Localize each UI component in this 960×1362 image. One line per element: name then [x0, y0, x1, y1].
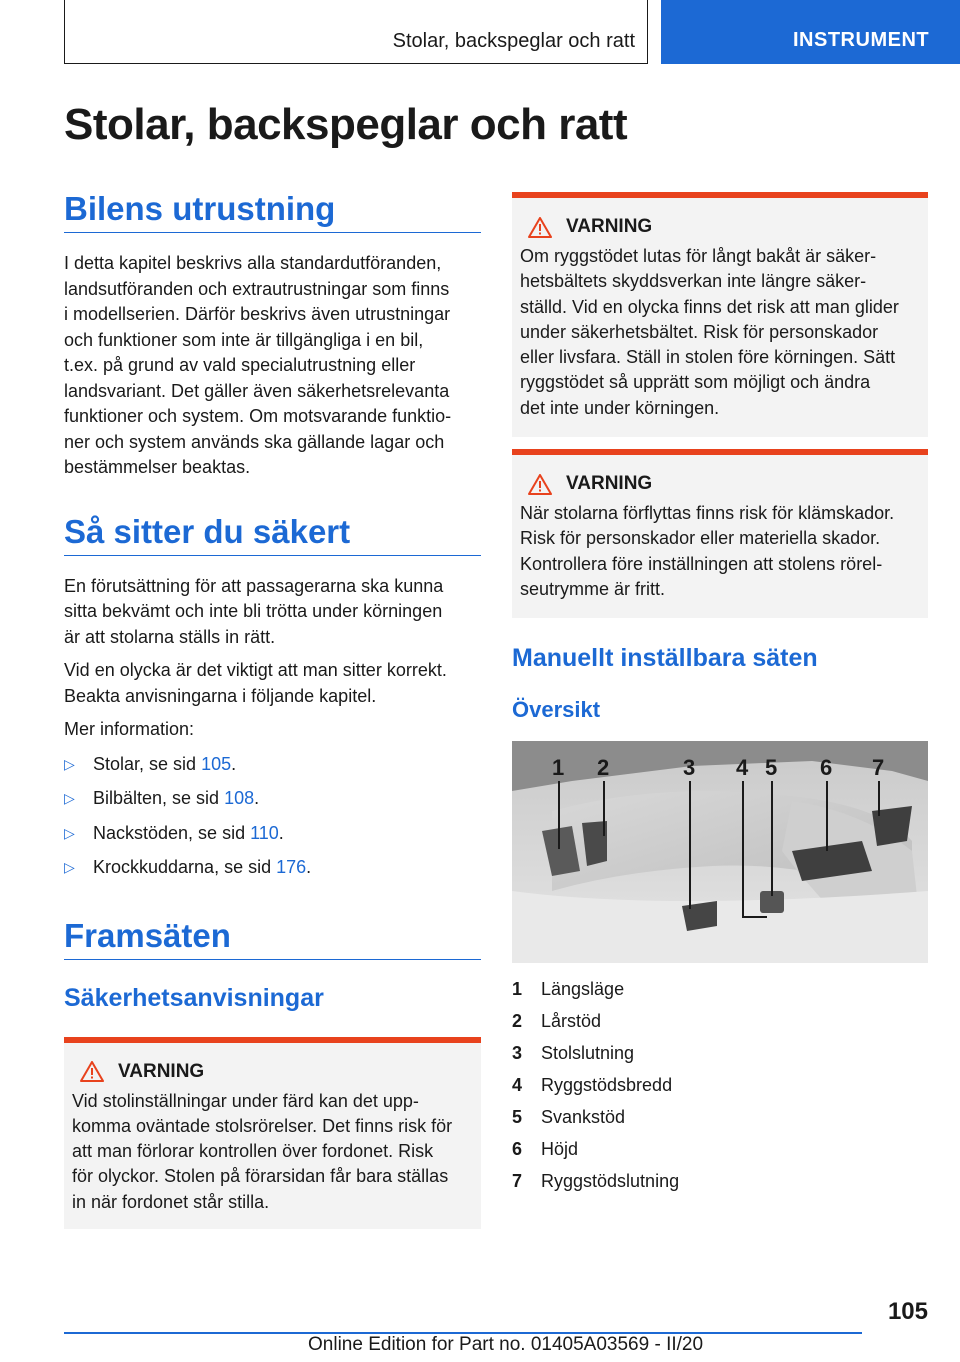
text-line: funktioner och system. Om motsvarande funktio‐	[64, 406, 452, 426]
text-line: landsutföranden och extrautrustningar som finns	[64, 278, 450, 299]
page-number: 105	[887, 1298, 928, 1325]
warning-label: VARNING	[566, 216, 653, 237]
photo-legend	[512, 973, 928, 1197]
text-line: En förutsättning för att passagerarna ska kunna	[64, 575, 444, 596]
warning-box	[64, 1037, 481, 1229]
warning-triangle-icon	[528, 217, 552, 238]
text-line: eller livsfara. Ställ in stolen före körningen. Sätt	[520, 347, 896, 368]
text-line: i modellserien. Därför beskrivs även utrustningar	[64, 304, 451, 324]
warning-label: VARNING	[566, 473, 653, 495]
left-column	[64, 190, 481, 1229]
seat-controls-photo	[512, 741, 928, 963]
triangle-bullet-icon: ▷	[64, 859, 75, 875]
text-line: hetsbältets skyddsverkan inte längre säker‐	[520, 271, 867, 292]
text-seating-intro	[64, 574, 481, 651]
text-line: Beakta anvisningarna i följande kapitel.	[64, 685, 377, 706]
page-link[interactable]: 176	[276, 857, 307, 877]
text-line: Vid en olycka är det viktigt att man sitter korrekt.	[64, 660, 447, 680]
legend-item: 6 Höjd	[512, 1139, 579, 1160]
warning-box	[512, 449, 928, 618]
text-line: seutrymme är fritt.	[520, 578, 666, 599]
section-tab-label: INSTRUMENT	[793, 29, 930, 51]
warning-text	[520, 501, 920, 602]
text-line: och funktioner som inte är tillgängliga i en bil,	[64, 329, 424, 350]
text-line: landsvariant. Det gäller även säkerhetsrelevanta	[64, 380, 450, 401]
warning-box	[512, 192, 928, 437]
heading-sa-sitter-du-sakert: Så sitter du säkert	[64, 513, 481, 556]
text-line: bestämmelser beaktas.	[64, 457, 251, 477]
header-frame	[64, 0, 648, 64]
text-line: komma oväntade stolsrörelser. Det finns risk för	[72, 1115, 453, 1136]
text-line: att man förlorar kontrollen över fordonet. Risk	[72, 1141, 434, 1162]
triangle-bullet-icon: ▷	[64, 790, 75, 806]
list-item: ▷ Stolar, se sid 105.	[64, 752, 481, 778]
text-line: för olyckor. Stolen på förarsidan får bara ställas	[72, 1166, 449, 1187]
heading-oversikt: Översikt	[512, 697, 601, 723]
text-accident-note	[64, 658, 481, 709]
page-link[interactable]: 105	[201, 753, 232, 774]
legend-item: 1 Längsläge	[512, 979, 625, 1000]
legend-item: 4 Ryggstödsbredd	[512, 1075, 673, 1096]
text-more-info: Mer information:	[64, 719, 195, 739]
page-link[interactable]: 108	[224, 788, 255, 808]
text-line: det inte under körningen.	[520, 397, 720, 418]
photo-label-1: 1	[552, 755, 565, 781]
header-title: Stolar, backspeglar och ratt	[392, 30, 635, 52]
photo-label-7: 7	[872, 755, 885, 781]
text-line: Vid stolinställningar under färd kan det upp‐	[72, 1090, 419, 1111]
warning-triangle-icon	[80, 1061, 104, 1082]
heading-sakerhetsanvisningar: Säkerhetsanvisningar	[64, 983, 324, 1012]
warning-header	[520, 473, 920, 495]
more-info-list	[64, 752, 481, 881]
text-line: I detta kapitel beskrivs alla standardutföranden,	[64, 253, 442, 273]
text-line: ryggstödet så upprätt som möjligt och ändra	[520, 372, 871, 393]
section-tab-instrument[interactable]	[661, 0, 960, 64]
text-equipment-intro	[64, 251, 481, 481]
footer-edition-text: Online Edition for Part no. 01405A03569 - II/20	[308, 1334, 704, 1355]
heading-bilens-utrustning: Bilens utrustning	[64, 190, 481, 233]
text-line: under säkerhetsbältet. Risk för personskador	[520, 321, 879, 342]
heading-framsaten: Framsäten	[64, 917, 481, 960]
text-line: Kontrollera före inställningen att stolens rörel‐	[520, 553, 883, 574]
legend-item: 3 Stolslutning	[512, 1043, 635, 1064]
text-line: När stolarna förflyttas finns risk för klämskador.	[520, 503, 895, 524]
text-line: ner och system används ska gällande lagar och	[64, 431, 445, 452]
warning-header	[520, 216, 920, 238]
right-column	[512, 192, 928, 1197]
warning-header	[72, 1061, 473, 1083]
seat-illustration	[512, 741, 928, 963]
triangle-bullet-icon: ▷	[64, 755, 75, 772]
text-line: Om ryggstödet lutas för långt bakåt är säker‐	[520, 246, 877, 266]
text-line: är att stolarna ställs in rätt.	[64, 626, 276, 647]
text-line: t.ex. på grund av vald specialutrustning eller	[64, 355, 416, 375]
heading-manuellt-installbara-saten: Manuellt inställbara säten	[512, 644, 818, 673]
photo-label-4: 4	[736, 755, 749, 781]
list-item: ▷ Nackstöden, se sid 110.	[64, 821, 481, 847]
photo-label-3: 3	[683, 755, 696, 781]
page-title: Stolar, backspeglar och ratt	[64, 100, 628, 149]
photo-label-6: 6	[820, 755, 833, 781]
triangle-bullet-icon: ▷	[64, 824, 75, 841]
list-item: ▷ Krockkuddarna, se sid 176.	[64, 855, 481, 881]
warning-text	[72, 1089, 473, 1215]
legend-item: 7 Ryggstödslutning	[512, 1171, 680, 1192]
legend-item: 2 Lårstöd	[512, 1011, 602, 1032]
photo-label-2: 2	[597, 755, 610, 781]
warning-triangle-icon	[528, 474, 552, 495]
text-line: Risk för personskador eller materiella skador.	[520, 528, 881, 549]
legend-item: 5 Svankstöd	[512, 1107, 626, 1128]
page-link[interactable]: 110	[250, 822, 279, 843]
photo-label-5: 5	[765, 755, 778, 781]
warning-label: VARNING	[118, 1060, 205, 1082]
text-line: sitta bekvämt och inte bli trötta under körningen	[64, 601, 443, 621]
warning-text	[520, 244, 920, 421]
text-line: ställd. Vid en olycka finns det risk att man glider	[520, 296, 899, 317]
list-item: ▷ Bilbälten, se sid 108.	[64, 786, 481, 812]
text-line: in när fordonet står stilla.	[72, 1191, 270, 1212]
